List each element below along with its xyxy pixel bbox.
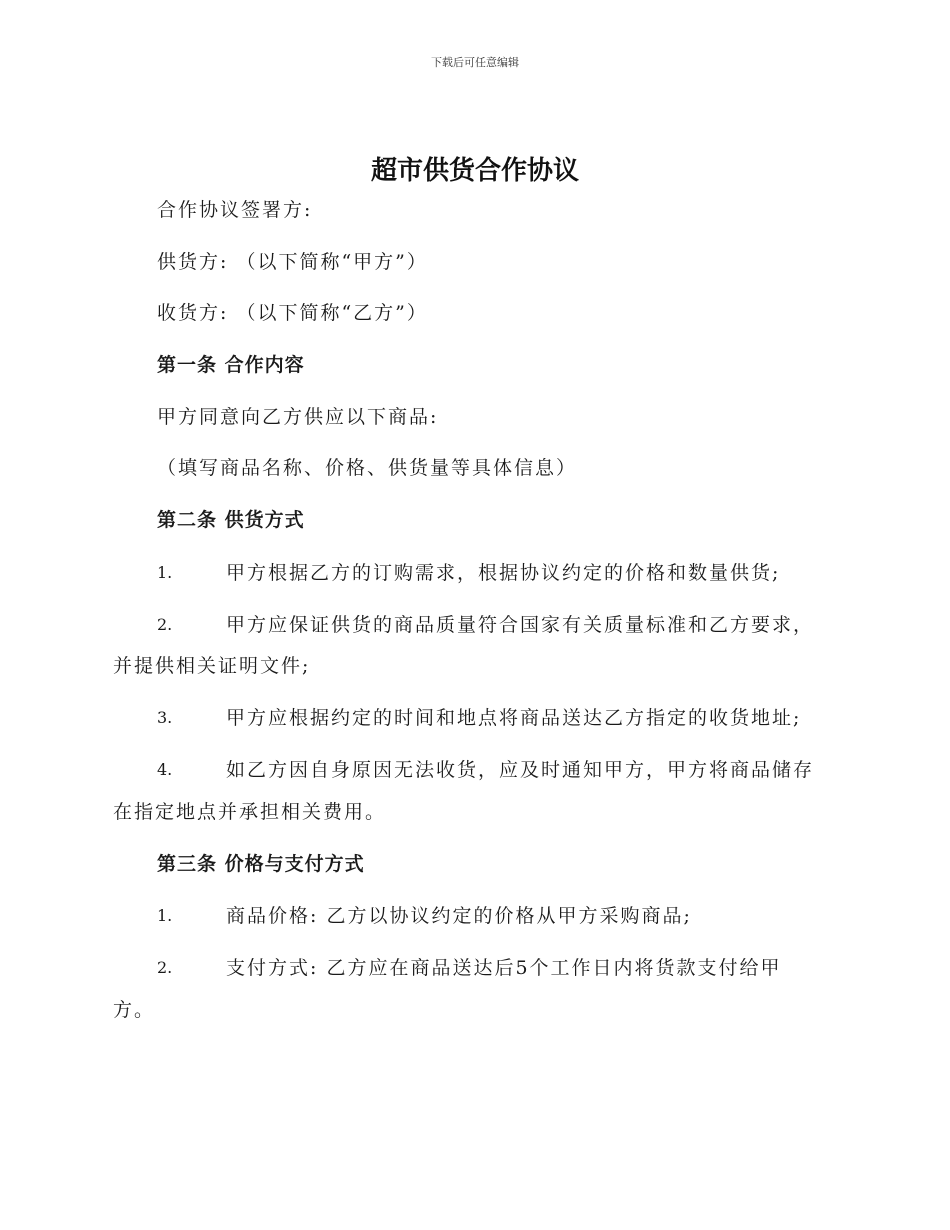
list-item-continuation: 在指定地点并承担相关费用。 (113, 801, 387, 823)
article3-heading: 第三条 价格与支付方式 (157, 853, 365, 875)
article1-heading: 第一条 合作内容 (157, 354, 305, 376)
list-item-text: 支付方式: 乙方应在商品送达后5个工作日内将货款支付给甲 (226, 957, 782, 979)
list-item-number: 2. (157, 958, 173, 977)
list-item-continuation: 并提供相关证明文件; (113, 655, 311, 677)
article1-placeholder: （填写商品名称、价格、供货量等具体信息） (157, 457, 578, 479)
list-item-number: 2. (157, 615, 173, 634)
supplier-line: 供货方: （以下简称“甲方”） (157, 251, 428, 273)
article2-heading: 第二条 供货方式 (157, 509, 305, 531)
list-item-number: 1. (157, 906, 173, 925)
receiver-line: 收货方: （以下简称“乙方”） (157, 302, 428, 324)
list-item-text: 商品价格: 乙方以协议约定的价格从甲方采购商品; (226, 905, 692, 927)
list-item-text: 甲方应根据约定的时间和地点将商品送达乙方指定的收货地址; (226, 707, 802, 729)
list-item-text: 如乙方因自身原因无法收货，应及时通知甲方，甲方将商品储存 (226, 759, 815, 781)
header-note: 下载后可任意编辑 (431, 56, 519, 69)
list-item-number: 1. (157, 563, 173, 582)
article1-paragraph: 甲方同意向乙方供应以下商品: (157, 406, 439, 428)
list-item-continuation: 方。 (113, 999, 156, 1021)
list-item-number: 4. (157, 760, 173, 779)
list-item-number: 3. (157, 708, 173, 727)
document-title: 超市供货合作协议 (370, 156, 579, 186)
list-item-text: 甲方应保证供货的商品质量符合国家有关质量标准和乙方要求， (226, 614, 815, 636)
list-item-text: 甲方根据乙方的订购需求，根据协议约定的价格和数量供货; (226, 562, 781, 584)
signatories-label: 合作协议签署方: (157, 199, 313, 221)
